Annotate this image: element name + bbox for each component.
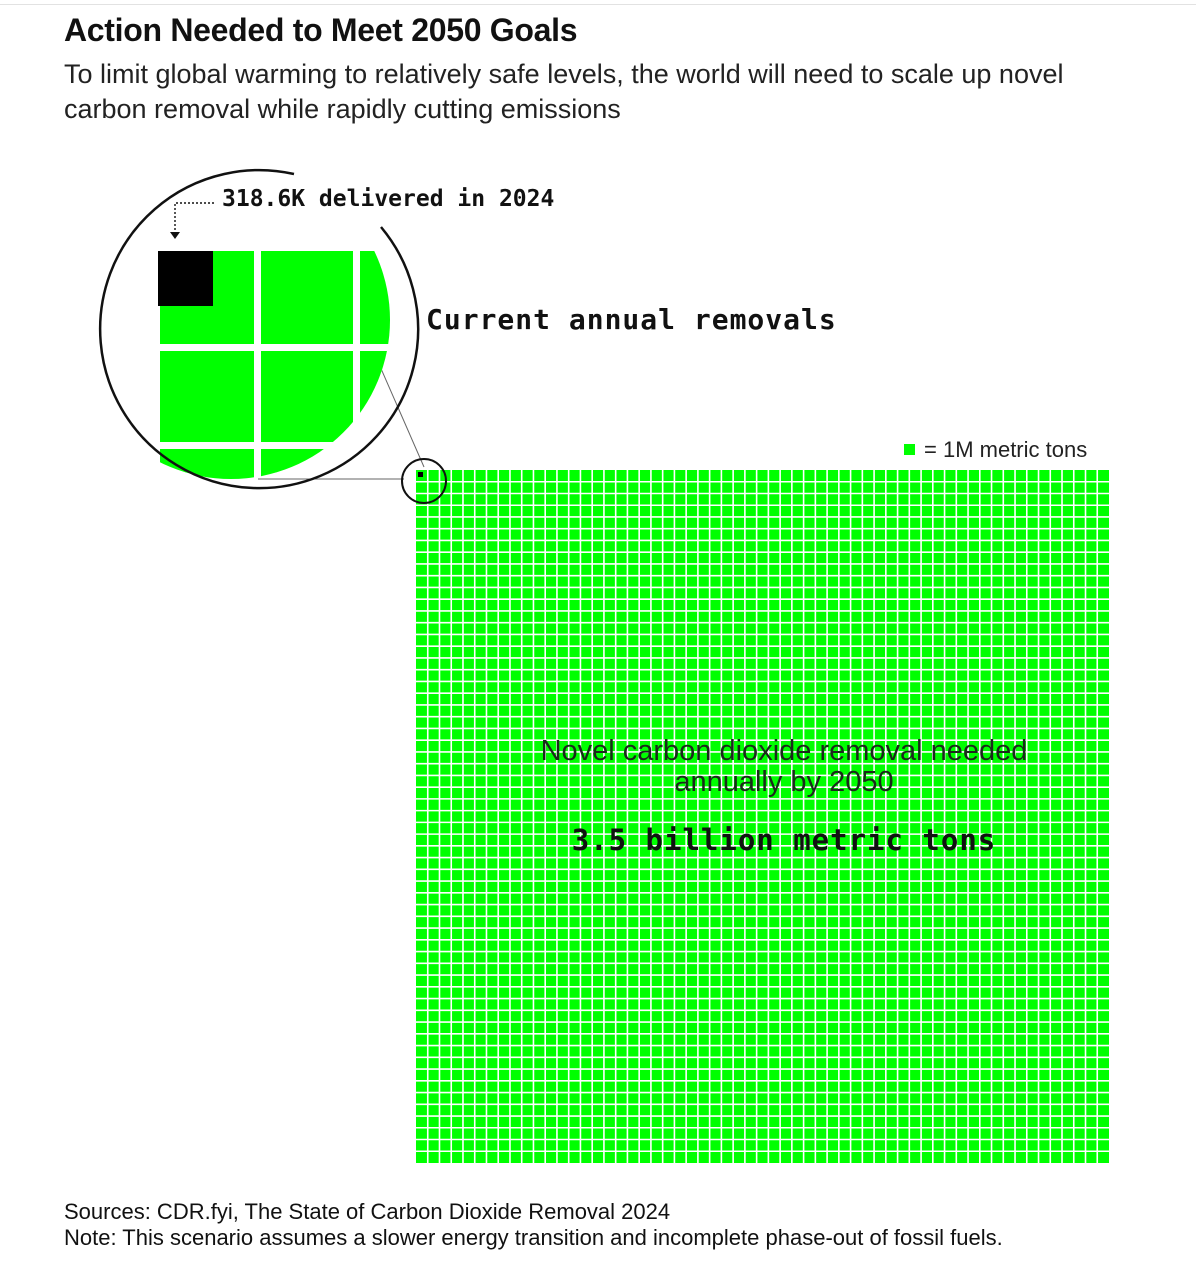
needed-value-label: 3.5 billion metric tons — [571, 823, 997, 857]
waffle-grid-background — [416, 470, 1109, 1163]
callout-delivered-label: 318.6K delivered in 2024 — [222, 186, 555, 212]
zoom-connector-upper — [379, 364, 424, 467]
needed-label-line1: Novel carbon dioxide removal needed — [540, 735, 1028, 767]
needed-label-line2: annually by 2050 — [674, 766, 894, 798]
zoom-cell-0-1 — [261, 251, 353, 344]
zoom-cell-1-0 — [160, 351, 254, 442]
current-removals-label: Current annual removals — [426, 303, 837, 336]
scenario-note: Note: This scenario assumes a slower energy transition and incomplete phase-out of fossil fuels. — [64, 1225, 1003, 1250]
chart-footer — [64, 1199, 1164, 1251]
legend-swatch — [904, 444, 915, 455]
zoom-cell-1-1 — [261, 351, 353, 442]
current-removal-cell-small — [418, 472, 423, 477]
zoom-cell-1-2 — [360, 351, 440, 442]
chart-title: Action Needed to Meet 2050 Goals — [64, 12, 578, 48]
chart-subtitle: To limit global warming to relatively safe levels, the world will need to scale up novel carbon removal while rapidly cutting emissions — [64, 59, 1064, 124]
current-removal-cell-zoomed — [158, 251, 213, 306]
legend-unit-label: = 1M metric tons — [924, 437, 1088, 462]
sources-note: Sources: CDR.fyi, The State of Carbon Dioxide Removal 2024 — [64, 1199, 671, 1224]
